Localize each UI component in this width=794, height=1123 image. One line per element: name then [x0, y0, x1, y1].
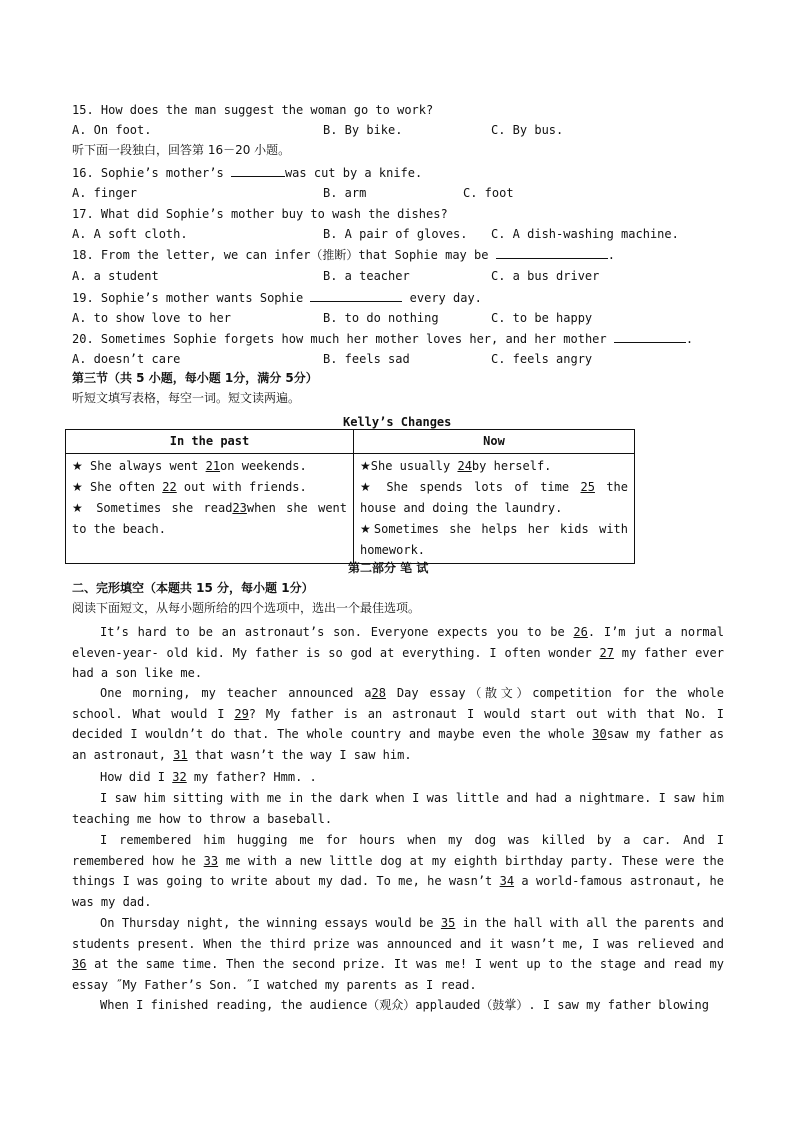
q20-option-c: C. feels angry — [491, 352, 593, 366]
q16-option-a: A. finger — [72, 186, 138, 200]
blank-34: 34 — [499, 874, 515, 888]
past-item-3: ★ Sometimes she read23when she went to the beach. — [72, 501, 348, 536]
past-cell — [66, 454, 354, 564]
q15-option-c: C. By bus. — [491, 123, 564, 137]
blank-21: 21 — [205, 459, 221, 473]
section3-title: 第三节（共 5 小题，每小题 1分，满分 5分） — [72, 371, 318, 385]
q15-stem: 15. How does the man suggest the woman go to work? — [72, 103, 434, 117]
blank-32: 32 — [172, 770, 187, 784]
q20-option-b: B. feels sad — [323, 352, 410, 366]
cloze-paragraph-3: How did I 32 my father? Hmm. . — [100, 770, 317, 784]
q19-option-b: B. to do nothing — [323, 311, 439, 325]
q18-option-a: A. a student — [72, 269, 159, 283]
blank-26: 26 — [573, 625, 588, 639]
cloze-paragraph-5: I remembered him hugging me for hours when my dog was killed by a car. And I remembered how he 33 me with a new little dog at my eighth birthday party. These were the things I was going to write about my dad. To me, he wasn’t 34 a world-famous astronaut, he was my dad. — [72, 833, 725, 909]
cloze-title: 二、完形填空（本题共 15 分，每小题 1分） — [72, 581, 314, 595]
header-past: In the past — [66, 430, 354, 454]
q15-option-a: A. On foot. — [72, 123, 152, 137]
star-icon: ★ — [72, 459, 83, 473]
q19-option-a: A. to show love to her — [72, 311, 231, 325]
blank-28: 28 — [371, 686, 386, 700]
blank-22: 22 — [162, 480, 177, 494]
q17-option-a: A. A soft cloth. — [72, 227, 188, 241]
q16-option-c: C. foot — [463, 186, 514, 200]
cloze-paragraph-1: It’s hard to be an astronaut’s son. Everyone expects you to be 26. I’m jut a normal eleven-year- old kid. My father is so god at everything. I often wonder 27 my father ever had a son like me. — [72, 625, 725, 680]
blank-33: 33 — [203, 853, 219, 868]
star-icon: ★ — [360, 459, 371, 473]
past-item-2: ★ She often 22 out with friends. — [72, 480, 307, 494]
star-icon: ★ — [360, 522, 374, 536]
blank-36: 36 — [72, 957, 87, 971]
q19-blank — [310, 289, 402, 302]
blank-31: 31 — [173, 747, 188, 762]
q18-option-b: B. a teacher — [323, 269, 410, 283]
q18-stem: 18. From the letter, we can infer（推断）that Sophie may be . — [72, 248, 615, 262]
past-item-1: ★ She always went 21on weekends. — [72, 459, 307, 473]
now-item-2: ★ She spends lots of time 25 the house and doing the laundry. — [360, 480, 628, 515]
cloze-paragraph-2: One morning, my teacher announced a28 Day essay（散文）competition for the whole school. What would I 29? My father is an astronaut I would start out with that No. I decided I wouldn’t do that. The whole country and maybe even the whole 30saw my father as an astronaut, 31 that wasn’t the way I saw him. — [72, 686, 725, 762]
q16-stem: 16. Sophie’s mother’s was cut by a knife. — [72, 166, 423, 180]
cloze-paragraph-6: On Thursday night, the winning essays would be 35 in the hall with all the parents and students present. When the third prize was announced and it wasn’t me, I was relieved and 36 at the same time. Then the second prize. It was me! I went up to the stage and read my essay ˝My Father’s Son. ˝I watched my parents as I read. — [72, 916, 725, 992]
q18-blank — [496, 246, 608, 259]
blank-29: 29 — [234, 706, 249, 721]
blank-24: 24 — [457, 459, 472, 473]
q17-option-b: B. A pair of gloves. — [323, 227, 468, 241]
blank-27: 27 — [599, 645, 614, 660]
blank-25: 25 — [580, 480, 595, 494]
blank-35: 35 — [440, 916, 456, 930]
cloze-paragraph-4: I saw him sitting with me in the dark when I was little and had a nightmare. I saw him teaching me how to throw a baseball. — [72, 791, 724, 826]
kelly-changes-table — [65, 429, 635, 564]
cloze-instruction: 阅读下面短文，从每小题所给的四个选项中，选出一个最佳选项。 — [72, 601, 421, 615]
cloze-paragraph-7: When I finished reading, the audience（观众）applauded（鼓掌）. I saw my father blowing — [100, 998, 709, 1012]
q20-blank — [614, 330, 686, 343]
star-icon: ★ — [72, 501, 86, 515]
section-16-20-instruction: 听下面一段独白，回答第 16－20 小题。 — [72, 143, 291, 157]
now-item-1: ★She usually 24by herself. — [360, 459, 552, 473]
q19-option-c: C. to be happy — [491, 311, 593, 325]
star-icon: ★ — [360, 480, 375, 494]
q16-option-b: B. arm — [323, 186, 367, 200]
blank-30: 30 — [592, 727, 607, 741]
q19-stem: 19. Sophie’s mother wants Sophie every day. — [72, 291, 482, 305]
part2-title: 第二部分 笔 试 — [348, 561, 429, 575]
now-item-3: ★Sometimes she helps her kids with homework. — [360, 522, 628, 557]
star-icon: ★ — [72, 480, 83, 494]
section3-instruction: 听短文填写表格，每空一词。短文读两遍。 — [72, 391, 301, 405]
q20-option-a: A. doesn’t care — [72, 352, 181, 366]
now-cell — [354, 454, 635, 564]
header-now: Now — [354, 430, 635, 454]
blank-23: 23 — [232, 501, 247, 515]
table-title: Kelly’s Changes — [343, 415, 452, 429]
q15-option-b: B. By bike. — [323, 123, 403, 137]
q16-blank — [231, 164, 285, 177]
q17-stem: 17. What did Sophie’s mother buy to wash the dishes? — [72, 207, 448, 221]
q17-option-c: C. A dish-washing machine. — [491, 227, 679, 241]
q18-option-c: C. a bus driver — [491, 269, 600, 283]
q20-stem: 20. Sometimes Sophie forgets how much her mother loves her, and her mother . — [72, 332, 694, 346]
